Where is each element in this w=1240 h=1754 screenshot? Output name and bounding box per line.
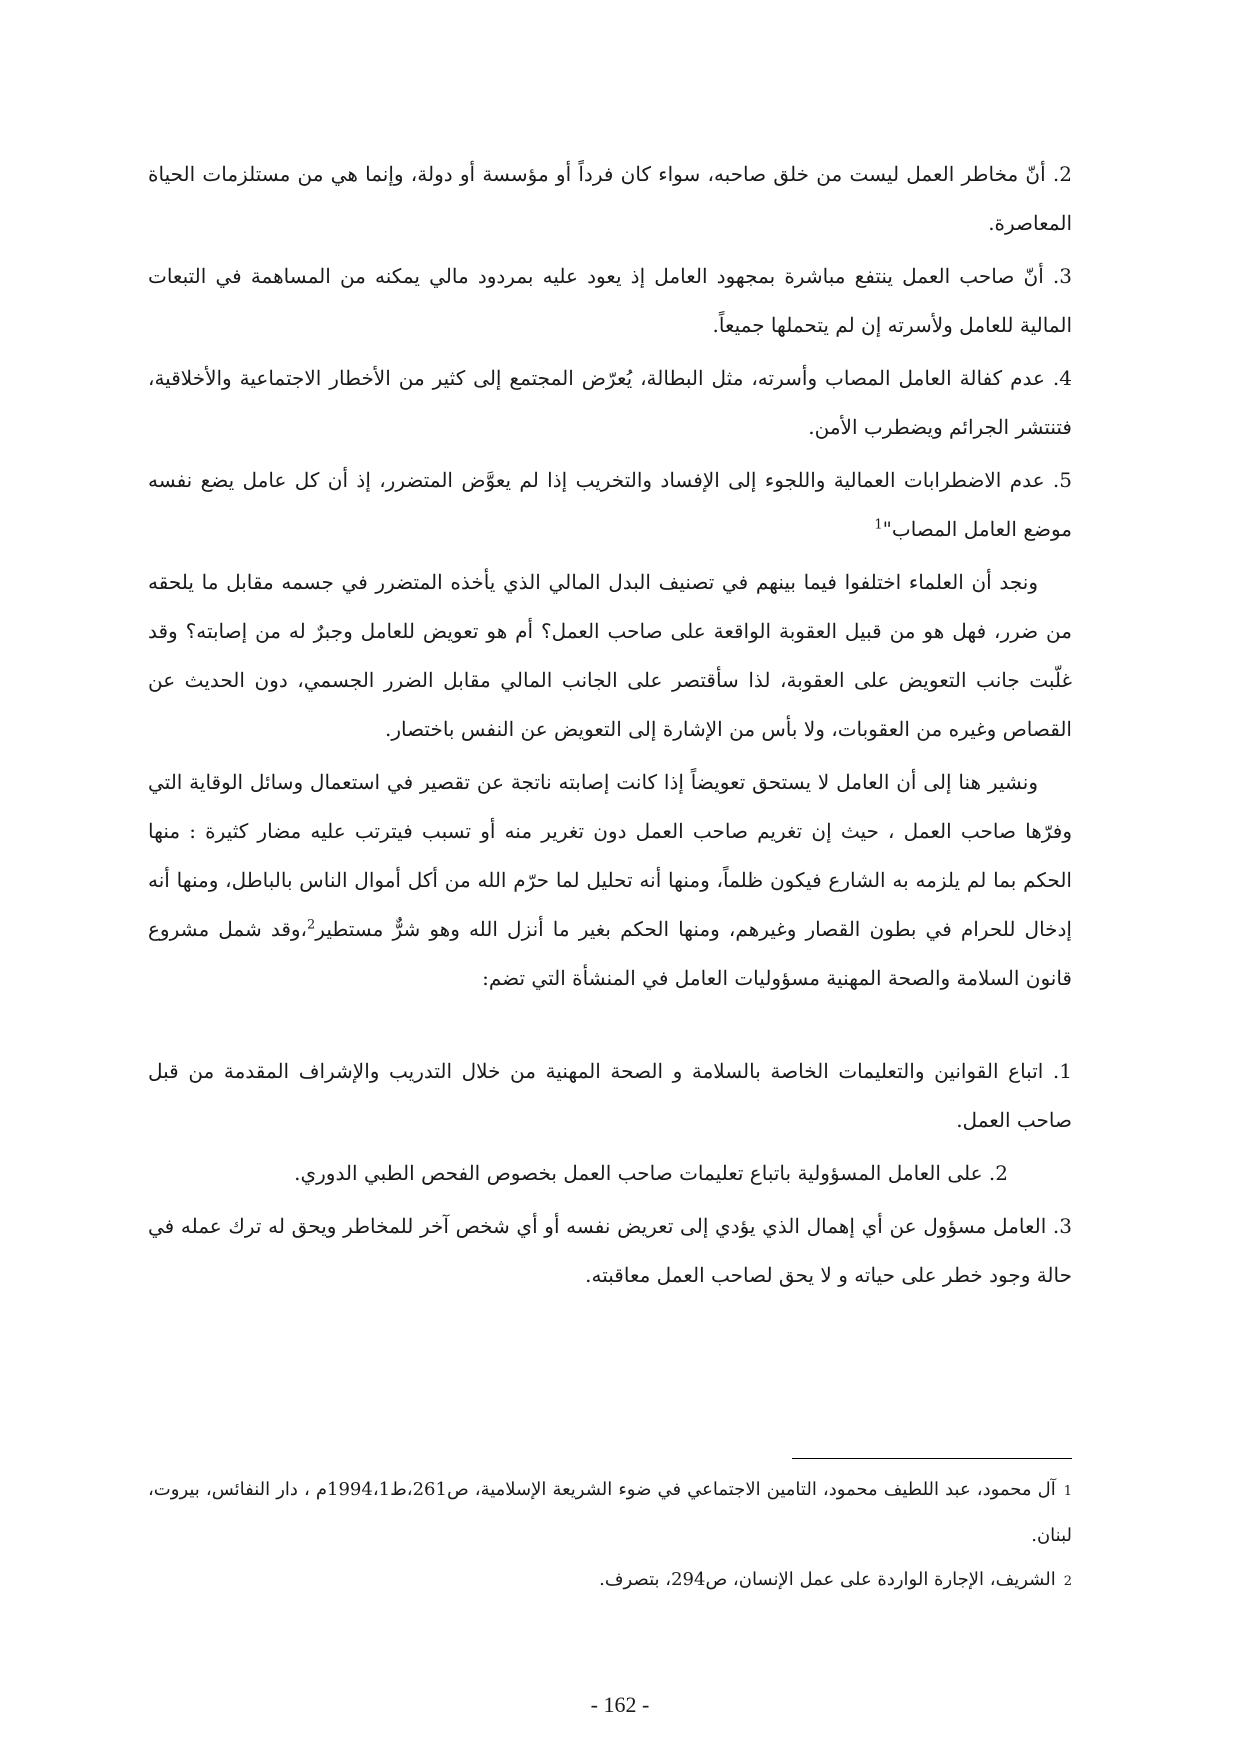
list-item-3: 3. العامل مسؤول عن أي إهمال الذي يؤدي إلى تعريض نفسه أو أي شخص آخر للمخاطر ويحق له ترك عمله في حالة وجود خطر على حياته و لا يحق لصاحب العمل معاقبته. <box>148 1214 1072 1287</box>
paragraph-point-2: 2. أنّ مخاطر العمل ليست من خلق صاحبه، سواء كان فرداً أو مؤسسة أو دولة، وإنما هي من مستلزمات الحياة المعاصرة. <box>148 162 1072 235</box>
footnote-ref-1[interactable]: 1 <box>874 517 883 533</box>
paragraph-point-5 <box>148 456 1072 554</box>
spacer <box>148 1007 1072 1047</box>
paragraph-worker-liability-text-a: ونشير هنا إلى أن العامل لا يستحق تعويضاً إذا كانت إصابته ناتجة عن تقصير في استعمال وسائل الوقاية التي وفرّها صاحب العمل ، حيث إن تغريم صاحب العمل دون تغرير منه أو تسبب فيترتب عليه مضار كثيرة : منها الحكم بما لم يلزمه به الشارع فيكون ظلماً، ومنها أنه تحليل لما حرّم الله من أكل أموال الناس بالباطل، ومنها أنه إدخال للحرام في بطون القصار وغيرهم، ومنها الحكم بغير ما أنزل الله وهو شرٌّ مستطير <box>148 770 1072 941</box>
list-item-1: 1. اتباع القوانين والتعليمات الخاصة بالسلامة و الصحة المهنية من خلال التدريب والإشراف المقدمة من قبل صاحب العمل. <box>148 1059 1073 1132</box>
footnote-2 <box>148 1558 1072 1604</box>
list-item-2: 2. على العامل المسؤولية باتباع تعليمات صاحب العمل بخصوص الفحص الطبي الدوري. <box>294 1161 1008 1185</box>
footnotes <box>148 1468 1072 1604</box>
footnote-2-text: الشريف، الإجارة الواردة على عمل الإنسان، ص294، بتصرف. <box>599 1569 1056 1590</box>
paragraph-worker-liability-text-b: ،وقد شمل مشروع قانون السلامة والصحة المهنية مسؤوليات العامل في المنشأة التي تضم: <box>148 917 1072 990</box>
footnote-ref-2[interactable]: 2 <box>307 917 316 933</box>
page-number: - 162 - <box>590 1692 650 1717</box>
paragraph-point-3: 3. أنّ صاحب العمل ينتفع مباشرة بمجهود العامل إذ يعود عليه بمردود مالي يمكنه من المساهمة في التبعات المالية للعامل ولأسرته إن لم يتحملها جميعاً. <box>148 264 1072 337</box>
footnote-1 <box>148 1468 1072 1558</box>
paragraph-point-5-text: 5. عدم الاضطرابات العمالية واللجوء إلى الإفساد والتخريب إذا لم يعوَّض المتضرر، إذ أن كل عامل يضع نفسه موضع العامل المصاب" <box>148 468 1072 541</box>
footnote-2-number: 2 <box>1063 1574 1072 1589</box>
page-body <box>148 150 1072 1304</box>
paragraph-scholars: ونجد أن العلماء اختلفوا فيما بينهم في تصنيف البدل المالي الذي يأخذه المتضرر في جسمه مقابل ما يلحقه من ضرر، فهل هو من قبيل العقوبة الواقعة على صاحب العمل؟ أم هو تعويض للعامل وجبرٌ له من إصابته؟ وقد غلّبت جانب التعويض على العقوبة، لذا سأقتصر على الجانب المالي مقابل الضرر الجسمي، دون الحديث عن القصاص وغيره من العقوبات، ولا بأس من الإشارة إلى التعويض عن النفس باختصار. <box>148 570 1072 741</box>
footnote-separator <box>792 1458 1072 1459</box>
paragraph-worker-liability <box>148 758 1072 1003</box>
footnote-1-text: آل محمود، عبد اللطيف محمود، التامين الاجتماعي في ضوء الشريعة الإسلامية، ص261،ط1994،1م ، دار النفائس، بيروت، لبنان. <box>148 1479 1072 1546</box>
footnote-1-number: 1 <box>1063 1484 1072 1499</box>
paragraph-point-4: 4. عدم كفالة العامل المصاب وأسرته، مثل البطالة، يُعرّض المجتمع إلى كثير من الأخطار الاجتماعية والأخلاقية، فتنتشر الجرائم ويضطرب الأمن. <box>148 366 1072 439</box>
